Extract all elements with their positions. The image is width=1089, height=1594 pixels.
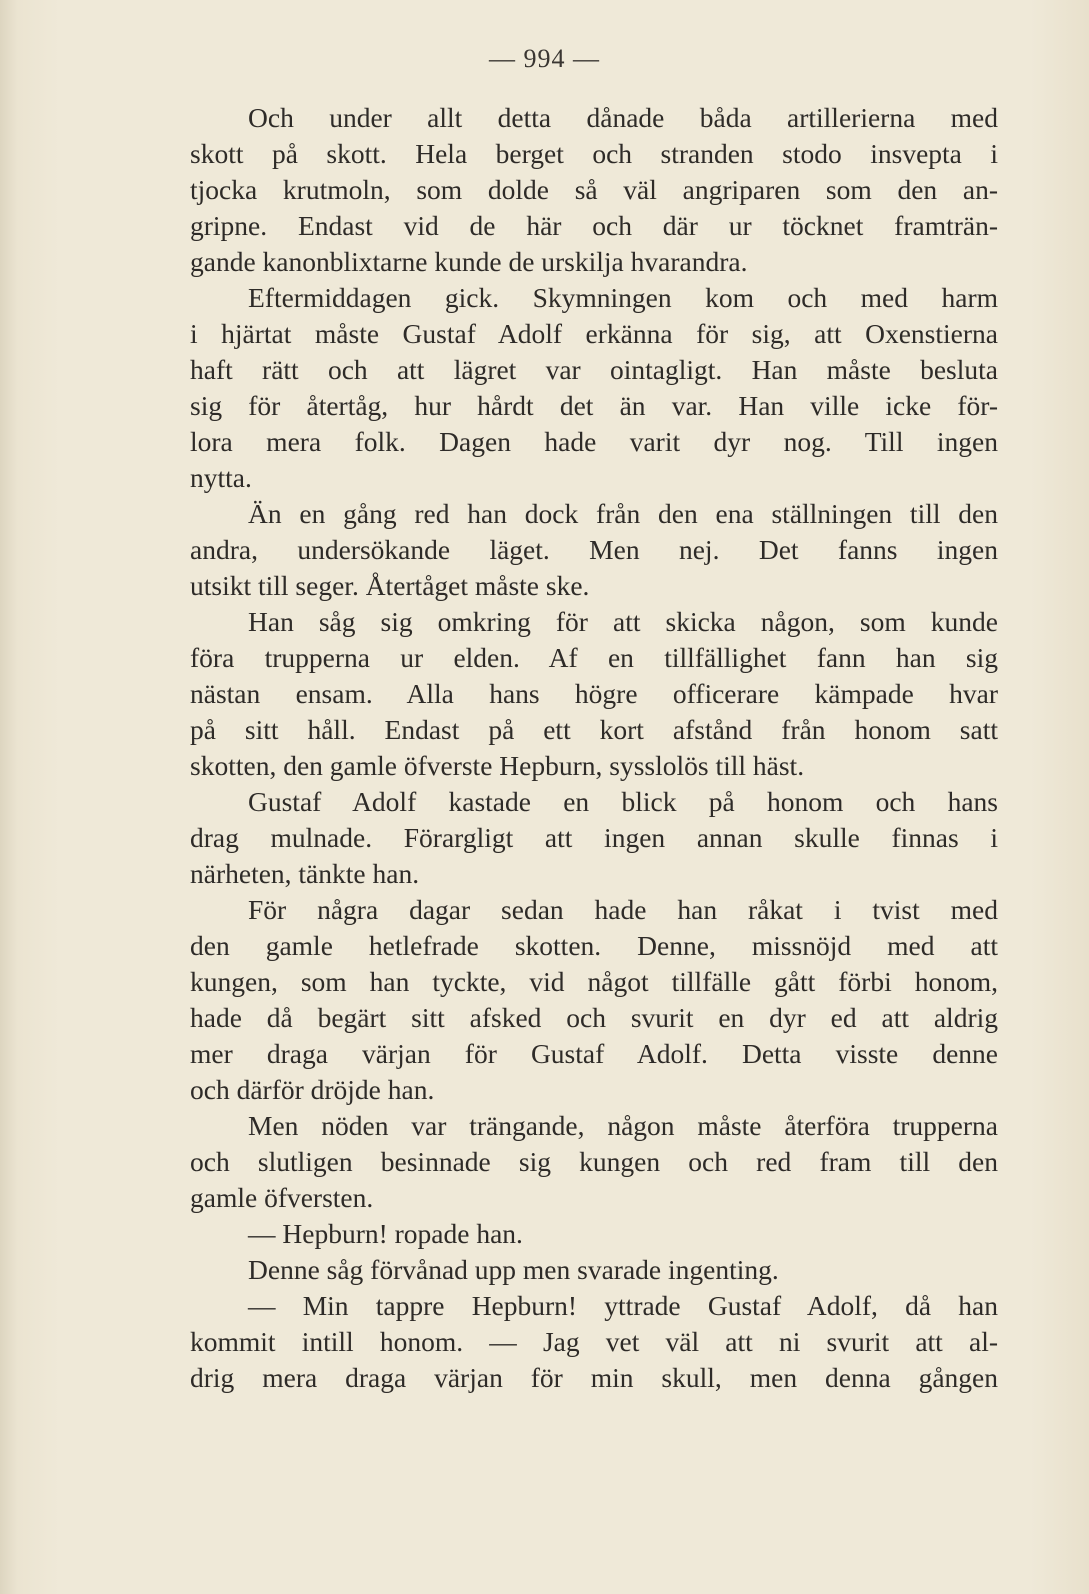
text-line: på sitt håll. Endast på ett kort afstånd från honom satt	[190, 714, 998, 745]
text-line: drig mera draga värjan för min skull, men denna gången	[190, 1362, 998, 1393]
text-line: och slutligen besinnade sig kungen och red fram till den	[190, 1146, 998, 1177]
text-line: nytta.	[190, 462, 252, 493]
text-line: mer draga värjan för Gustaf Adolf. Detta visste denne	[190, 1038, 998, 1069]
text-line: haft rätt och att lägret var ointagligt. Han måste besluta	[190, 354, 998, 385]
paragraph	[190, 892, 998, 1108]
text-line: den gamle hetlefrade skotten. Denne, missnöjd med att	[190, 930, 998, 961]
text-line: Än en gång red han dock från den ena ställningen till den	[248, 498, 998, 529]
text-line: nästan ensam. Alla hans högre officerare kämpade hvar	[190, 678, 998, 709]
text-line: utsikt till seger. Återtåget måste ske.	[190, 570, 590, 601]
paragraph	[190, 100, 998, 280]
paragraph	[190, 604, 998, 784]
text-line: sig för återtåg, hur hårdt det än var. Han ville icke för-	[190, 390, 998, 421]
text-line: — Min tappre Hepburn! yttrade Gustaf Adolf, då han	[248, 1290, 998, 1321]
text-line: och därför dröjde han.	[190, 1074, 435, 1105]
paragraph	[190, 280, 998, 496]
text-line: gripne. Endast vid de här och där ur töcknet framträn-	[190, 210, 998, 241]
text-line: gamle öfversten.	[190, 1182, 374, 1213]
text-line: Gustaf Adolf kastade en blick på honom och hans	[248, 786, 998, 817]
paragraph	[190, 496, 998, 604]
paragraph	[190, 1252, 998, 1288]
text-line: kommit intill honom. — Jag vet väl att ni svurit att al-	[190, 1326, 998, 1357]
text-line: tjocka krutmoln, som dolde så väl angriparen som den an-	[190, 174, 998, 205]
text-line: Och under allt detta dånade båda artillerierna med	[248, 102, 998, 133]
text-line: lora mera folk. Dagen hade varit dyr nog. Till ingen	[190, 426, 998, 457]
paragraph	[190, 1108, 998, 1216]
body-text	[190, 100, 998, 1396]
paragraph	[190, 784, 998, 892]
text-line: Eftermiddagen gick. Skymningen kom och med harm	[248, 282, 998, 313]
text-line: drag mulnade. Förargligt att ingen annan skulle finnas i	[190, 822, 998, 853]
text-line: Han såg sig omkring för att skicka någon, som kunde	[248, 606, 998, 637]
paragraph	[190, 1216, 998, 1252]
text-line: kungen, som han tyckte, vid något tillfälle gått förbi honom,	[190, 966, 998, 997]
text-line: i hjärtat måste Gustaf Adolf erkänna för sig, att Oxenstierna	[190, 318, 998, 349]
paragraph	[190, 1288, 998, 1396]
text-line: För några dagar sedan hade han råkat i tvist med	[248, 894, 998, 925]
text-line: andra, undersökande läget. Men nej. Det fanns ingen	[190, 534, 998, 565]
text-line: föra trupperna ur elden. Af en tillfällighet fann han sig	[190, 642, 998, 673]
text-line: närheten, tänkte han.	[190, 858, 420, 889]
text-line: Denne såg förvånad upp men svarade ingenting.	[248, 1254, 779, 1285]
text-line: hade då begärt sitt afsked och svurit en dyr ed att aldrig	[190, 1002, 998, 1033]
text-line: skott på skott. Hela berget och stranden stodo insvepta i	[190, 138, 998, 169]
text-line: Men nöden var trängande, någon måste återföra trupperna	[248, 1110, 998, 1141]
page-number: — 994 —	[489, 44, 600, 73]
text-line: — Hepburn! ropade han.	[248, 1218, 523, 1249]
text-line: gande kanonblixtarne kunde de urskilja hvarandra.	[190, 246, 748, 277]
text-line: skotten, den gamle öfverste Hepburn, sysslolös till häst.	[190, 750, 805, 781]
